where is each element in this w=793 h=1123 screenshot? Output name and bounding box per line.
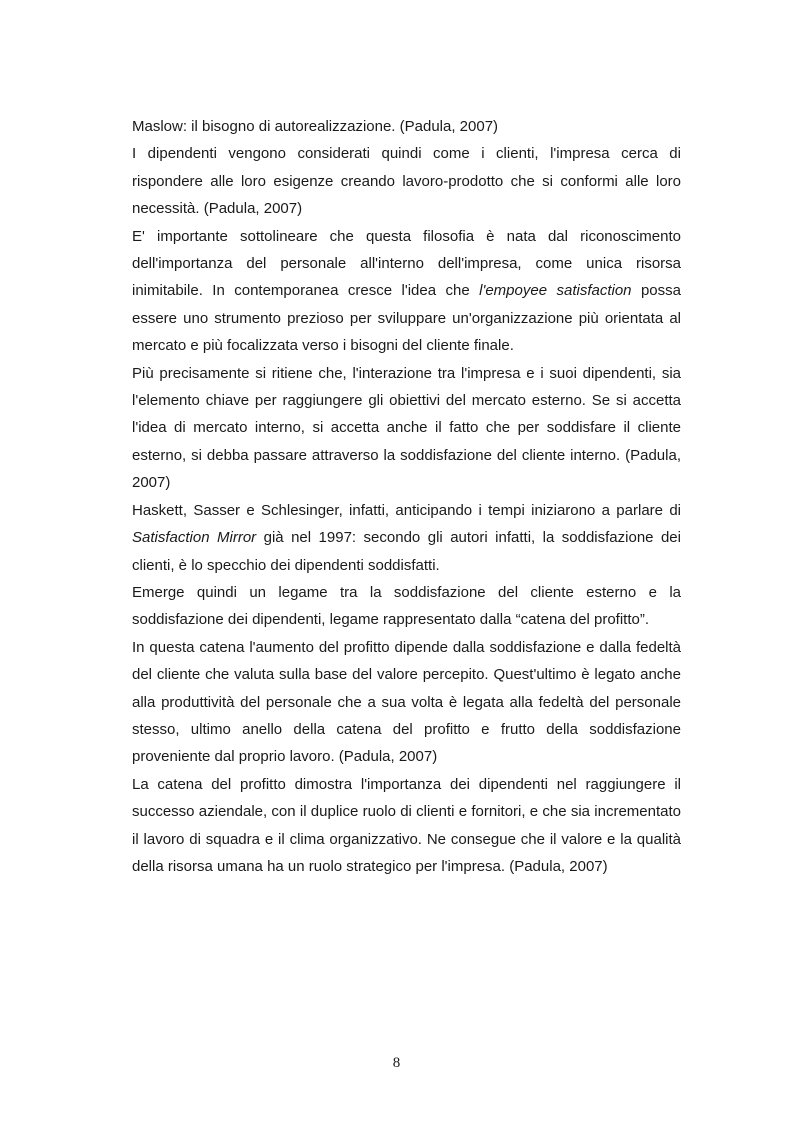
paragraph-text: possa essere uno strumento prezioso per sviluppare un'organizzazione più orientata al mercato e più focalizzata verso i bisogni del cliente finale. <box>132 282 681 355</box>
page-number: 8 <box>392 1055 401 1071</box>
paragraph-text: E' importante sottolineare che questa filosofia è nata dal riconoscimento dell'importanza del personale all'interno dell'impresa, come unica risorsa inimitabile. In contemporanea cresce l'idea che <box>132 227 681 300</box>
paragraph-text: La catena del profitto dimostra l'importanza dei dipendenti nel raggiungere il successo aziendale, con il duplice ruolo di clienti e fornitori, e che sia incrementato il lavoro di squadra e il clima organizzativo. Ne consegue che il valore e la qualità della risorsa umana ha un ruolo strategico per l'impresa. (Padula, 2007) <box>132 775 681 875</box>
paragraph-text: In questa catena l'aumento del profitto dipende dalla soddisfazione e dalla fedeltà del cliente che valuta sulla base del valore percepito. Quest'ultimo è legato anche alla produttività del personale che a sua volta è legata alla fedeltà del personale stesso, ultimo anello della catena del profitto e frutto della soddisfazione proveniente dal proprio lavoro. (Padula, 2007) <box>132 638 681 766</box>
body-text <box>132 113 681 880</box>
paragraph-filosofia <box>132 223 681 360</box>
paragraph-text: Haskett, Sasser e Schlesinger, infatti, anticipando i tempi iniziarono a parlare di <box>132 501 681 519</box>
paragraph-haskett <box>132 497 681 579</box>
paragraph-catena <box>132 634 681 771</box>
paragraph-text: I dipendenti vengono considerati quindi come i clienti, l'impresa cerca di rispondere alle loro esigenze creando lavoro-prodotto che si conformi alle loro necessità. (Padula, 2007) <box>132 145 681 218</box>
paragraph-maslow <box>132 113 681 140</box>
paragraph-text: Più precisamente si ritiene che, l'interazione tra l'impresa e i suoi dipendenti, sia l'elemento chiave per raggiungere gli obiettivi del mercato esterno. Se si accetta l'idea di mercato interno, si accetta anche il fatto che per soddisfare il cliente esterno, si debba passare attraverso la soddisfazione del cliente interno. (Padula, 2007) <box>132 364 681 492</box>
paragraph-conclusione <box>132 771 681 881</box>
paragraph-dipendenti-clienti <box>132 140 681 222</box>
paragraph-text: già nel 1997: secondo gli autori infatti, la soddisfazione dei clienti, è lo specchio dei dipendenti soddisfatti. <box>132 529 681 574</box>
italic-term-satisfaction-mirror: Satisfaction Mirror <box>132 529 257 547</box>
paragraph-text: Emerge quindi un legame tra la soddisfazione del cliente esterno e la soddisfazione dei dipendenti, legame rappresentato dalla “catena del profitto”. <box>132 583 681 629</box>
italic-term-employee-satisfaction: l'empoyee satisfaction <box>479 282 632 300</box>
paragraph-interazione <box>132 360 681 497</box>
paragraph-text: Maslow: il bisogno di autorealizzazione. (Padula, 2007) <box>132 118 499 135</box>
paragraph-legame <box>132 579 681 634</box>
